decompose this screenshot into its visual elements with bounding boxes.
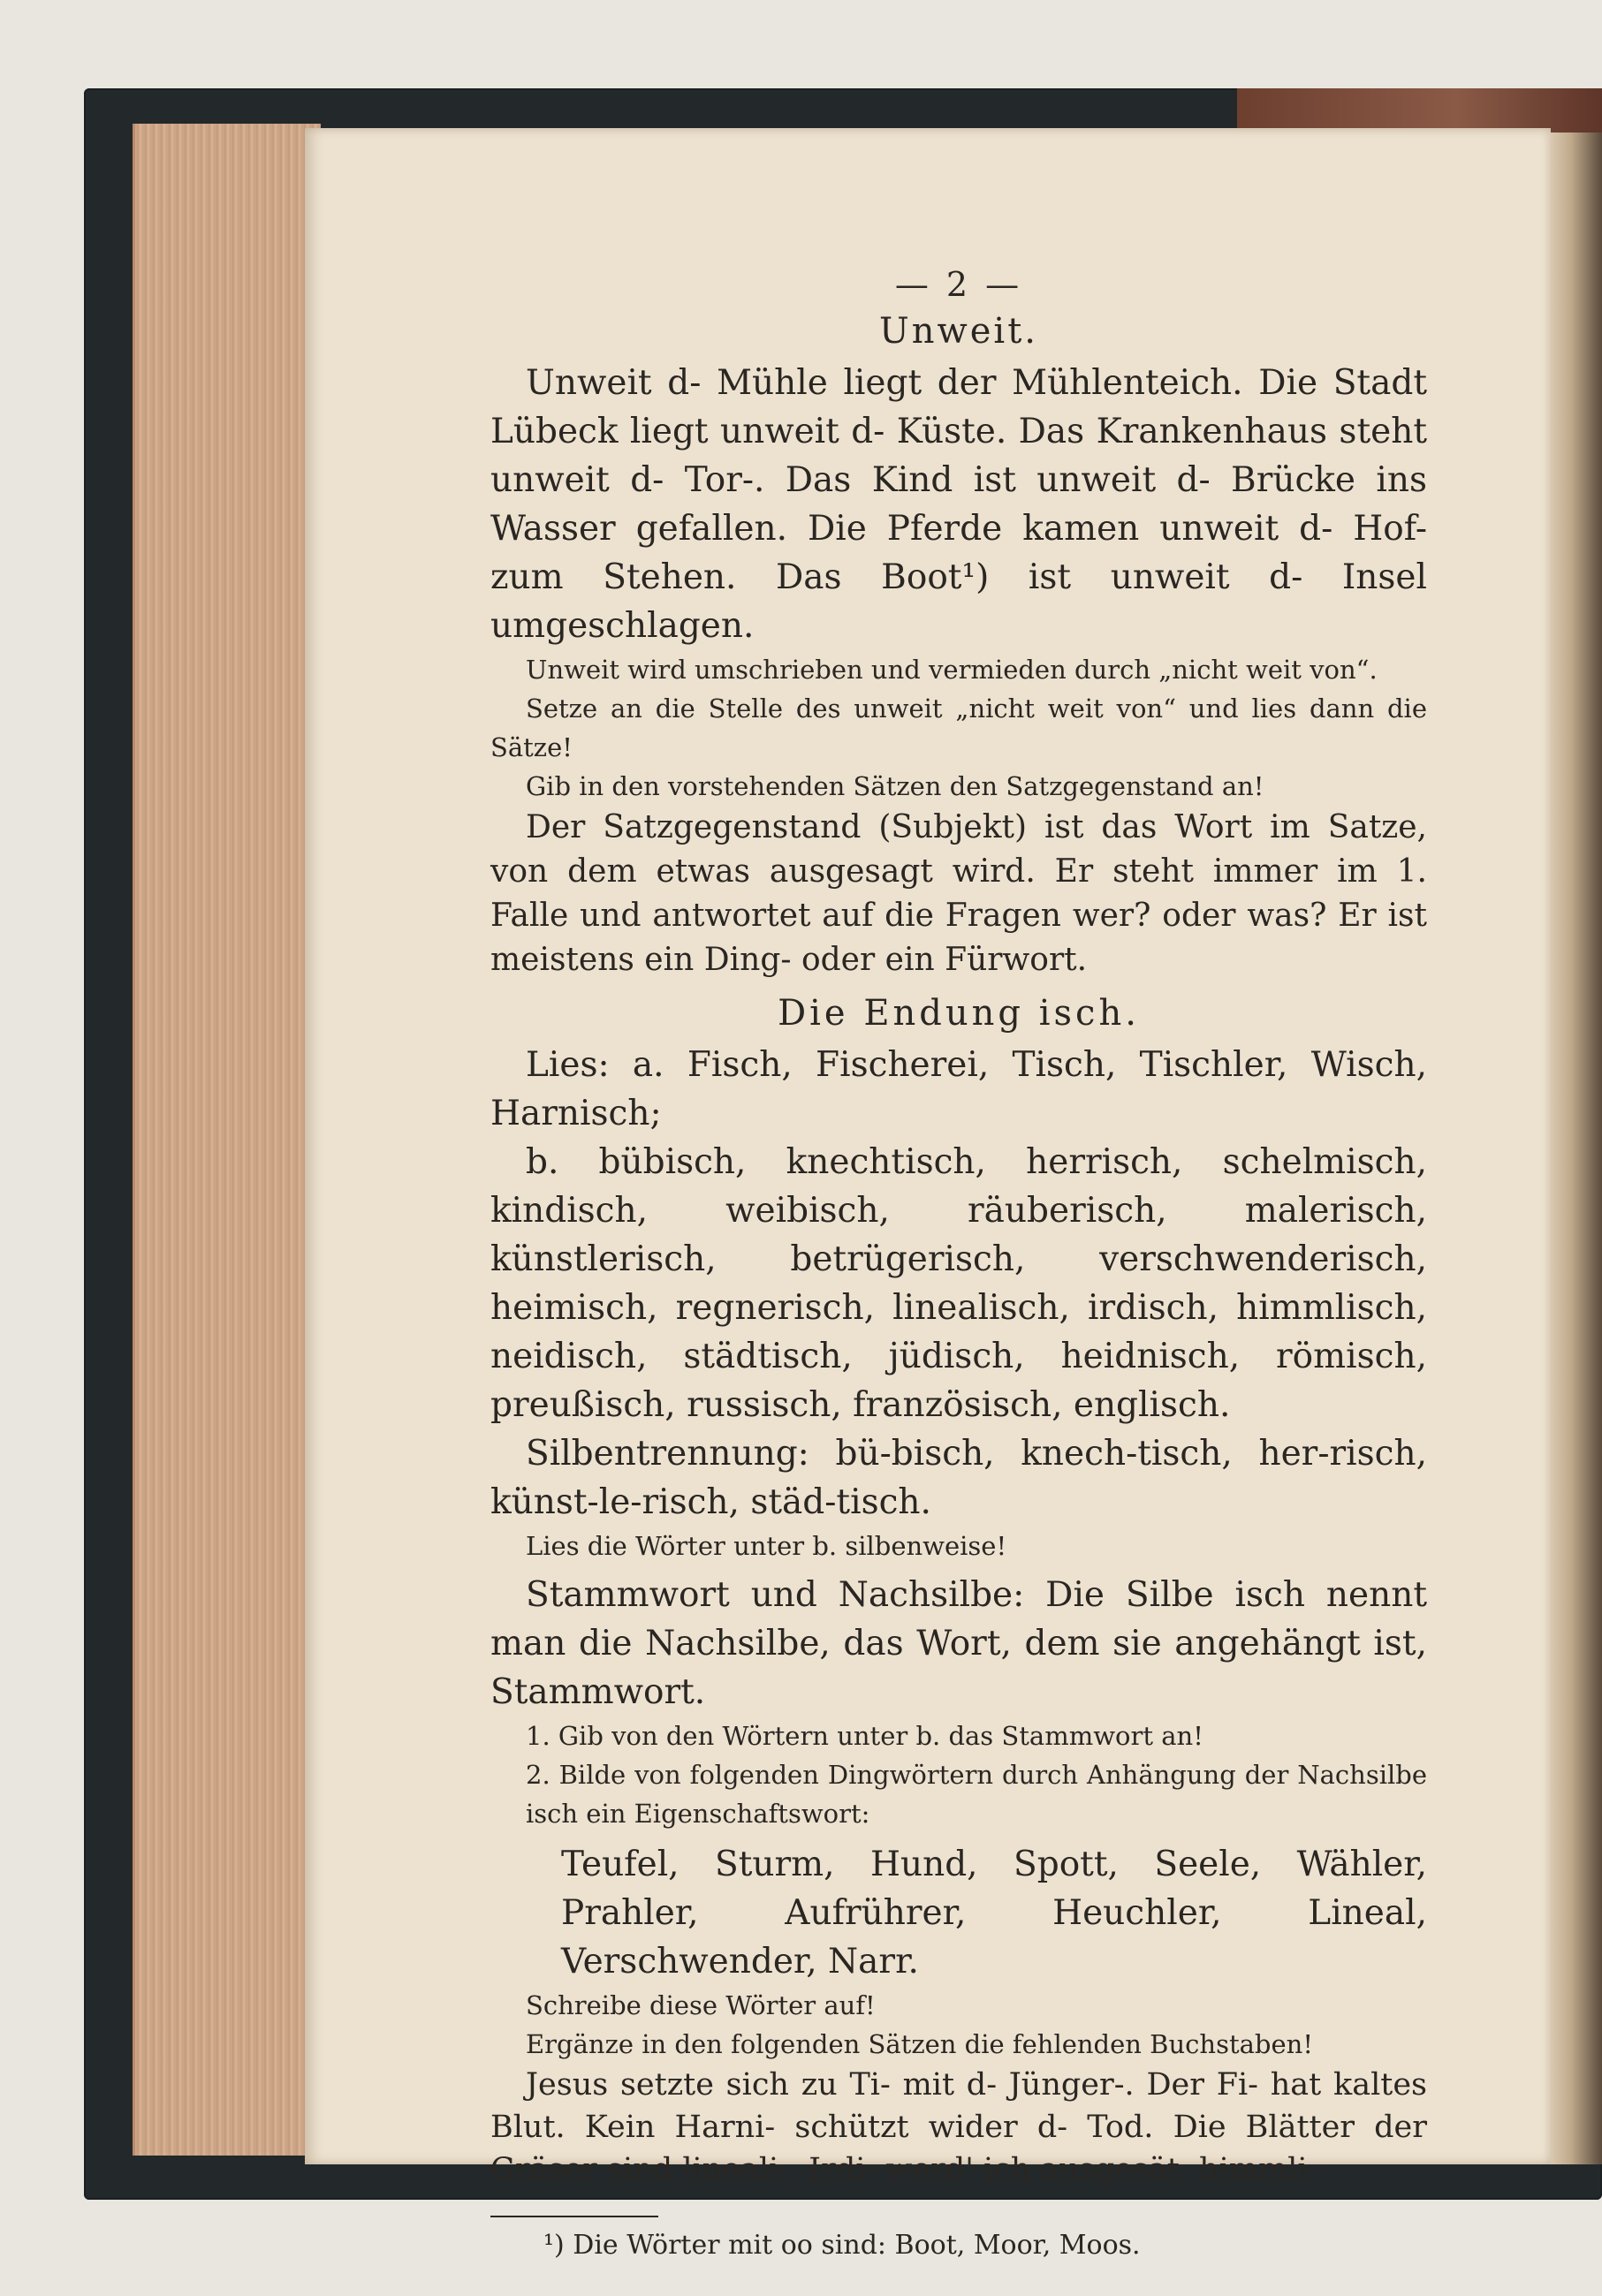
lies-silbenweise: Lies die Wörter unter b. silbenweise! <box>526 1531 1007 1561</box>
footnote-rule <box>490 2216 658 2217</box>
ergaenze-note: Ergänze in den folgenden Sätzen die fehlenden Buchstaben! <box>526 2029 1313 2059</box>
note-setze: Setze an die Stelle des unweit „nicht weit von“ und lies dann die Sätze! <box>490 693 1427 762</box>
paragraph-exercise: Jesus setzte sich zu Ti- mit d- Jünger-. Der Fi- hat kaltes Blut. Kein Harni- schützt wider d- Tod. Die Blätter der Gräser sind lineali-. Irdi- werd' ich ausgesät, himmli- <box>490 2067 1427 2187</box>
schreibe-note: Schreibe diese Wörter auf! <box>526 1990 876 2020</box>
page-number: — 2 — <box>894 265 1023 304</box>
heading-endung: Die Endung isch. <box>778 993 1140 1034</box>
lies-b: b. bübisch, knechtisch, herrisch, schelmisch, kindisch, weibisch, räuberisch, malerisch, künstlerisch, betrügerisch, verschwenderisch, heimisch, regnerisch, linealisch, irdisch, himmlisch, neidisch, städtisch, jüdisch, heidnisch, römisch, preußisch, russisch, französisch, englisch. <box>490 1142 1427 1425</box>
page-content <box>490 265 1427 2261</box>
page-edges <box>133 124 321 2156</box>
footnote: ¹) Die Wörter mit oo sind: Boot, Moor, Moos. <box>543 2230 1141 2261</box>
heading-unweit: Unweit. <box>879 311 1038 352</box>
word-list: Teufel, Sturm, Hund, Spott, Seele, Wähler, Prahler, Aufrührer, Heuchler, Lineal, Verschwender, Narr. <box>561 1845 1427 1982</box>
page-right-edge <box>1551 133 1602 2164</box>
note-unweit: Unweit wird umschrieben und vermieden durch „nicht weit von“. <box>526 655 1378 685</box>
silbentrennung: Silbentrennung: bü-bisch, knech-tisch, her-risch, künst-le-risch, städ-tisch. <box>490 1434 1427 1522</box>
paragraph-satzgegenstand: Der Satzgegenstand (Subjekt) ist das Wort im Satze, von dem etwas ausgesagt wird. Er steht immer im 1. Falle und antwortet auf die Fragen wer? oder was? Er ist meistens ein Ding- oder ein Fürwort. <box>490 809 1427 978</box>
paragraph-unweit: Unweit d- Mühle liegt der Mühlenteich. Die Stadt Lübeck liegt unweit d- Küste. Das Krankenhaus steht unweit d- Tor-. Das Kind ist unweit d- Brücke ins Wasser gefallen. Die Pferde kamen unweit d- Hof- zum Stehen. Das Boot¹) ist unweit d- Insel umgeschlagen. <box>490 363 1427 646</box>
task-2: 2. Bilde von folgenden Dingwörtern durch Anhängung der Nachsilbe isch ein Eigenschaftswort: <box>526 1760 1427 1829</box>
task-1: 1. Gib von den Wörtern unter b. das Stammwort an! <box>526 1721 1203 1751</box>
lies-a: Lies: a. Fisch, Fischerei, Tisch, Tischler, Wisch, Harnisch; <box>490 1045 1427 1133</box>
stammwort-definition: Stammwort und Nachsilbe: Die Silbe isch nennt man die Nachsilbe, das Wort, dem sie angehängt ist, Stammwort. <box>490 1575 1427 1712</box>
note-gib: Gib in den vorstehenden Sätzen den Satzgegenstand an! <box>526 771 1264 801</box>
